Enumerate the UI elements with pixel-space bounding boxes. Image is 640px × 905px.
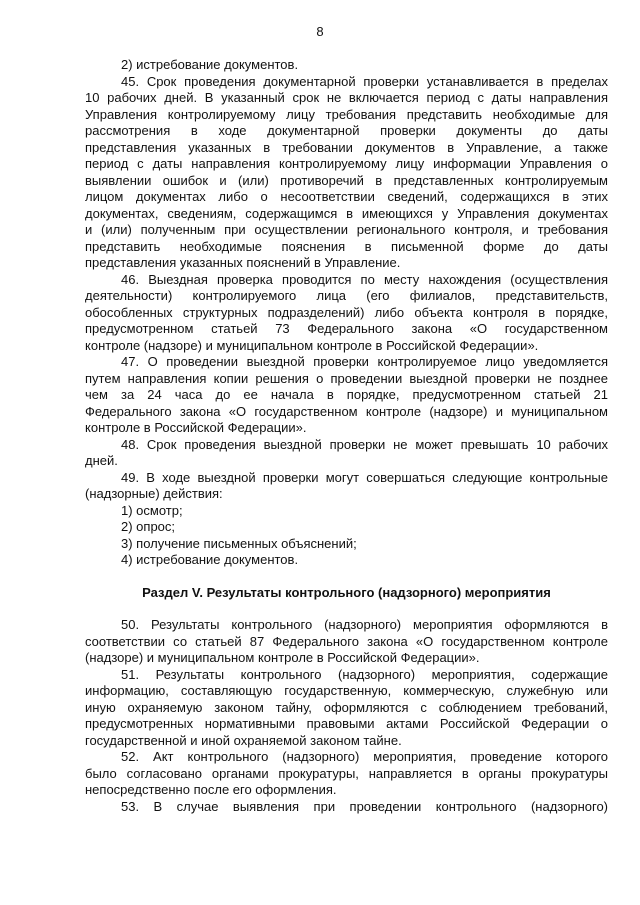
text-line: 2) опрос; (121, 519, 176, 534)
paragraph (85, 437, 608, 470)
text-line: документах, сведениям, содержащимся в имеющихся у Управления документах (85, 205, 608, 221)
text-line: 48. Срок проведения выездной проверки не может превышать 10 рабочих (121, 436, 608, 452)
text-line: (надзорные) действия: (85, 486, 223, 501)
text-line: лицом документах либо о несоответствии сведений, содержащихся в этих (85, 189, 608, 204)
text-line: контроле в Российской Федерации». (85, 420, 307, 435)
text-line: дней. (85, 453, 118, 468)
text-line: 46. Выездная проверка проводится по месту нахождения (осуществления (121, 271, 608, 287)
text-line: 4) истребование документов. (121, 552, 299, 567)
text-line: представления указанных пояснений в Управление. (85, 255, 401, 270)
text-line: и (или) полученным при осуществлении регионального контроля, и требования (85, 222, 608, 237)
text-line: 49. В ходе выездной проверки могут совершаться следующие контрольные (121, 469, 608, 485)
document-body (85, 57, 608, 815)
paragraph (85, 74, 608, 272)
text-line: 2) истребование документов. (121, 57, 299, 72)
text-line: 52. Акт контрольного (надзорного) мероприятия, проведение которого (121, 749, 608, 764)
paragraph (85, 799, 608, 816)
text-line: было согласовано органами прокуратуры, направляется в органы прокуратуры (85, 765, 608, 781)
text-line: обособленных структурных подразделений) либо объекта контроля в порядке, (85, 304, 608, 320)
text-line: контроле (надзоре) и муниципальном контроле в Российской Федерации». (85, 337, 539, 353)
text-line: соответствии со статьей 87 Федерального закона «О государственном контроле (85, 633, 608, 649)
text-line: путем направления копии решения о проведении выездной проверки не позднее (85, 370, 608, 386)
text-line: 50. Результаты контрольного (надзорного) мероприятия оформляются в (121, 617, 608, 632)
text-line: Федерального закона «О государственном контроле (надзоре) и муниципальном (85, 403, 608, 419)
paragraphs-before-section (85, 57, 608, 569)
text-line: предусмотренных нормативными правовыми актами Российской Федерации о (85, 716, 608, 731)
paragraph (85, 354, 608, 437)
paragraph (85, 470, 608, 569)
text-line: 3) получение письменных объяснений; (121, 535, 357, 551)
section-heading: Раздел V. Результаты контрольного (надзорного) мероприятия (142, 584, 551, 600)
text-line: 1) осмотр; (121, 502, 183, 518)
text-line: 51. Результаты контрольного (надзорного) мероприятия, содержащие (121, 666, 608, 682)
text-line: непосредственно после его оформления. (85, 782, 337, 797)
text-line: Управления контролируемому лицу требования представить необходимые для (85, 106, 608, 122)
text-line: предусмотренном статьей 73 Федерального закона «О государственном (85, 321, 608, 336)
text-line: (надзоре) и муниципальном контроле в Российской Федерации». (85, 650, 480, 665)
text-line: 45. Срок проведения документарной проверки устанавливается в пределах (121, 73, 608, 89)
paragraph (85, 667, 608, 750)
text-line: представить необходимые пояснения в письменной форме до даты (85, 238, 608, 254)
paragraph (85, 57, 608, 74)
text-line: чем за 24 часа до ее начала в порядке, предусмотренном статьей 21 (85, 387, 608, 402)
page-number: 8 (316, 24, 324, 39)
paragraph (85, 749, 608, 799)
paragraph (85, 272, 608, 355)
text-line: период с даты направления контролируемому лицу информации Управления о (85, 156, 608, 171)
paragraph (85, 617, 608, 667)
text-line: представления указанных в требовании документов в Управление, а также (85, 139, 608, 155)
text-line: государственной и иной охраняемой законом тайне. (85, 732, 402, 748)
text-line: рассмотрения в ходе документарной проверки документы до даты (85, 123, 608, 138)
text-line: информацию, составляющую государственную, коммерческую, служебную или (85, 683, 608, 698)
text-line: 47. О проведении выездной проверки контролируемое лицо уведомляется (121, 354, 608, 369)
text-line: иную охраняемую законом тайну, оформляются с соблюдением требований, (85, 699, 608, 715)
text-line: 53. В случае выявления при проведении контрольного (надзорного) (121, 798, 608, 814)
text-line: деятельности) контролируемого лица (его филиалов, представительств, (85, 288, 608, 303)
paragraphs-after-section (85, 617, 608, 815)
text-line: 10 рабочих дней. В указанный срок не включается период с даты направления (85, 90, 608, 105)
text-line: выявлении ошибок и (или) противоречий в представленных контролируемым (85, 172, 608, 188)
